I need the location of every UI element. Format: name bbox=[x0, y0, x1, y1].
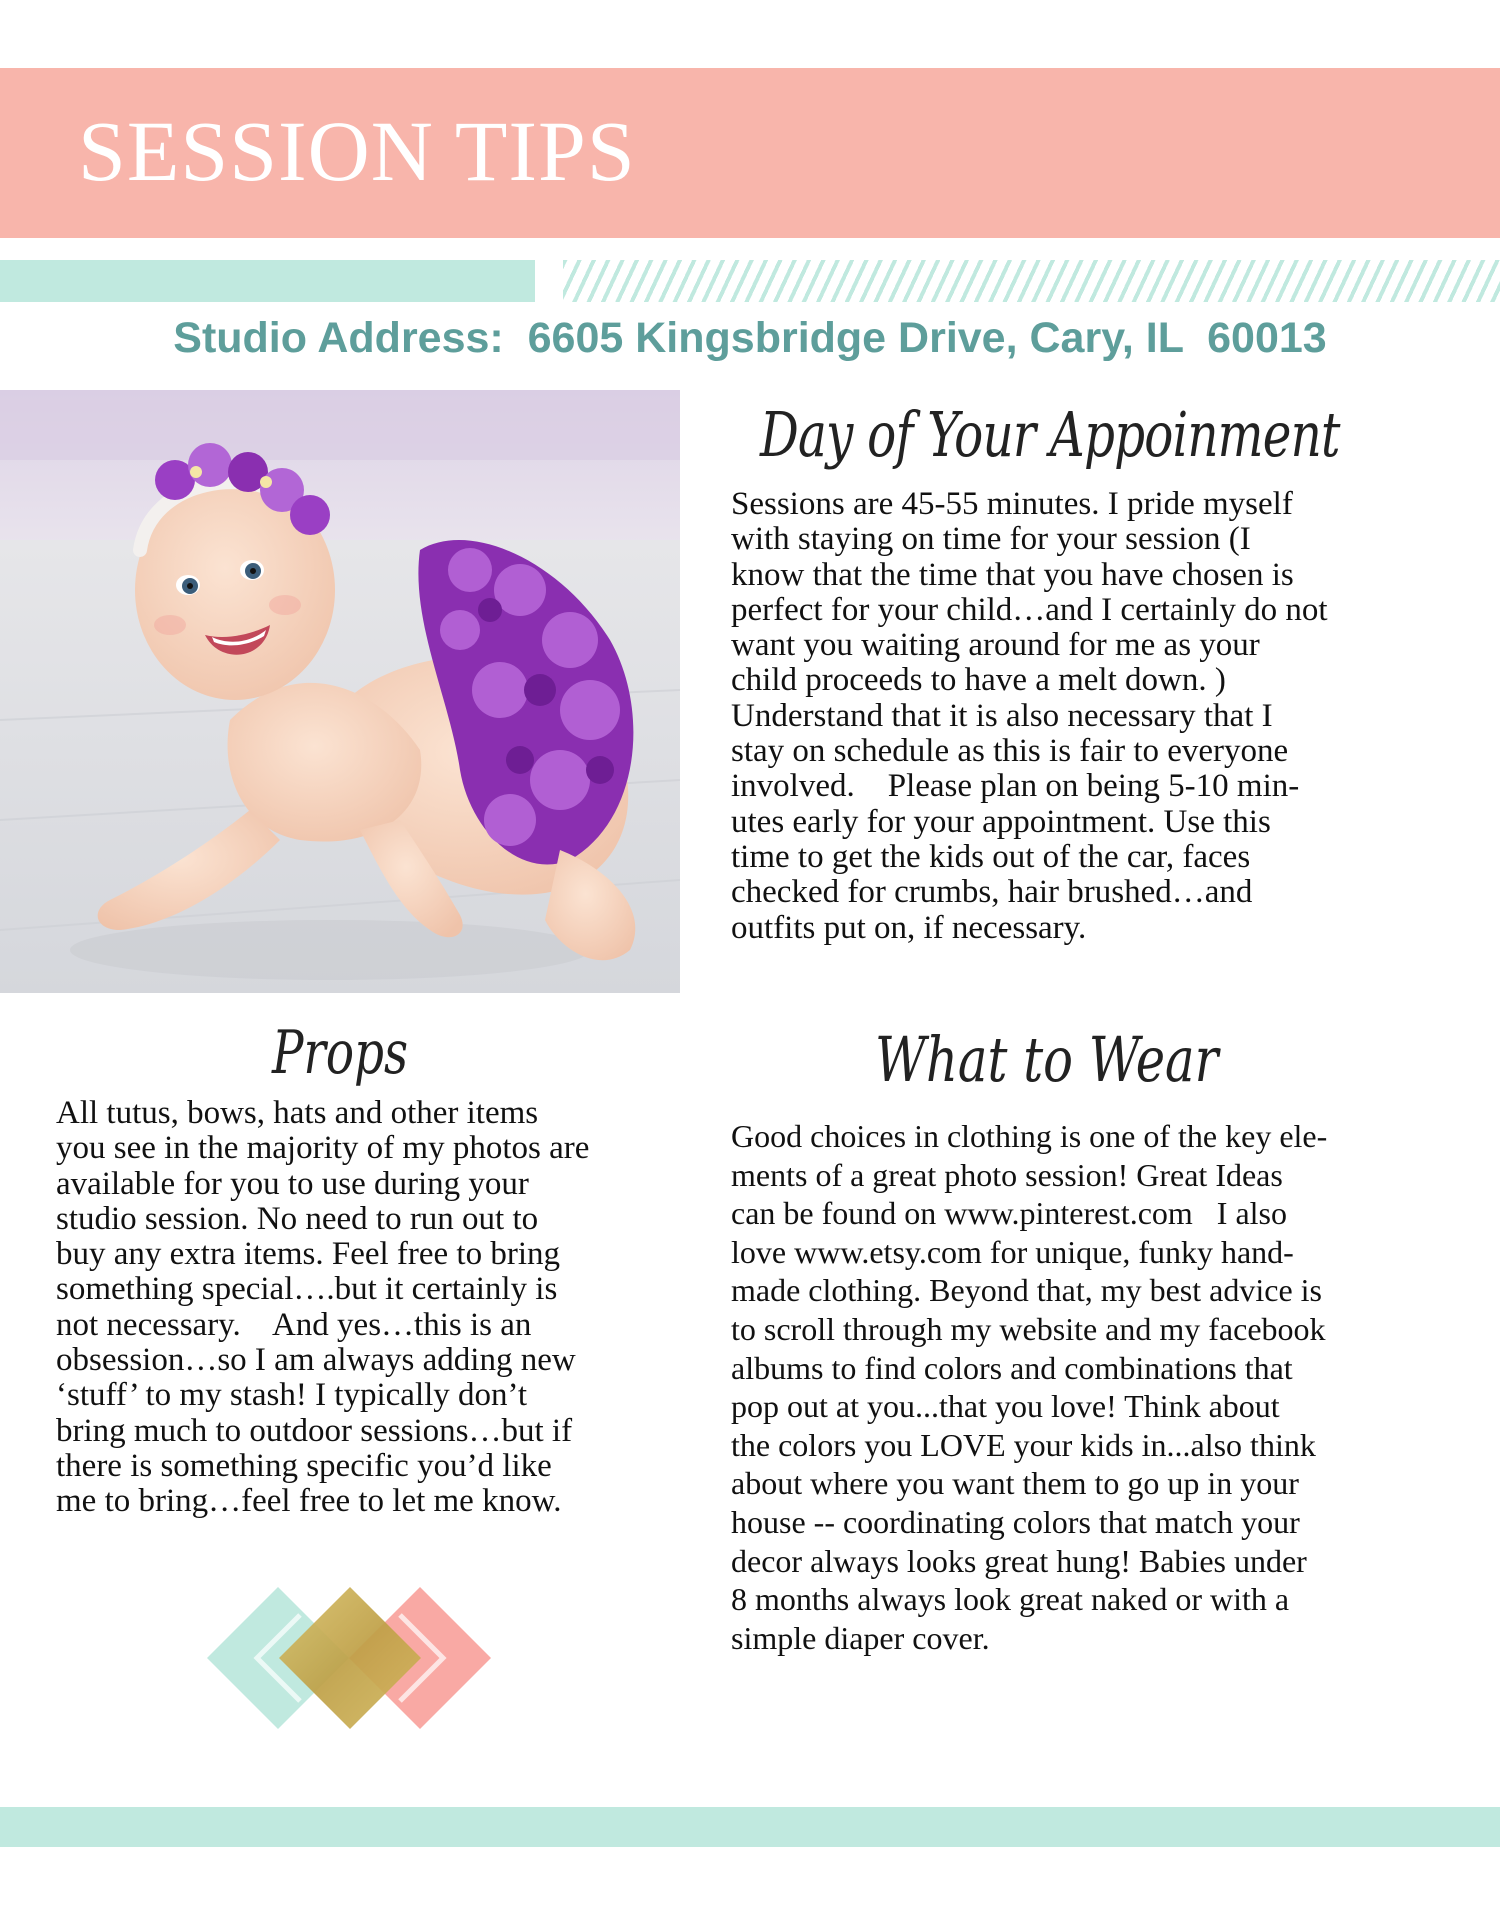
text-line: available for you to use during your bbox=[56, 1165, 529, 1202]
text-line: involved. Please plan on being 5-10 min- bbox=[731, 768, 1300, 805]
text-line: simple diaper cover. bbox=[731, 1619, 990, 1656]
baby-photo bbox=[0, 390, 680, 993]
text-line: stay on schedule as this is fair to everyone bbox=[731, 733, 1289, 770]
text-line: house -- coordinating colors that match your bbox=[731, 1503, 1300, 1540]
day-of-appointment-heading: Day of Your Appoinment bbox=[760, 398, 1340, 471]
text-line: about where you want them to go up in your bbox=[731, 1465, 1299, 1502]
props-heading: Props bbox=[272, 1018, 409, 1088]
text-line: outfits put on, if necessary. bbox=[731, 909, 1087, 946]
text-line: there is something specific you’d like bbox=[56, 1447, 552, 1484]
text-line: Sessions are 45-55 minutes. I pride myself bbox=[731, 486, 1293, 522]
text-line: albums to find colors and combinations that bbox=[731, 1349, 1293, 1386]
text-line: obsession…so I am always adding new bbox=[56, 1342, 576, 1379]
text-line: perfect for your child…and I certainly do not bbox=[731, 591, 1328, 628]
text-line: ‘stuff’ to my stash! I typically don’t bbox=[56, 1377, 528, 1414]
baby-illustration bbox=[0, 390, 680, 993]
text-line: Understand that it is also necessary that I bbox=[731, 697, 1273, 734]
text-line: All tutus, bows, hats and other items bbox=[56, 1095, 539, 1131]
mint-divider-bar bbox=[0, 260, 535, 302]
text-line: Good choices in clothing is one of the key ele- bbox=[731, 1118, 1328, 1154]
text-line: with staying on time for your session (I bbox=[731, 521, 1251, 558]
text-line: time to get the kids out of the car, faces bbox=[731, 838, 1251, 875]
text-line: me to bring…feel free to let me know. bbox=[56, 1483, 562, 1520]
striped-divider bbox=[563, 260, 1500, 302]
what-to-wear-text bbox=[731, 1117, 1461, 1657]
what-to-wear-heading: What to Wear bbox=[875, 1023, 1219, 1096]
text-line: buy any extra items. Feel free to bring bbox=[56, 1236, 561, 1273]
footer-bar bbox=[0, 1807, 1500, 1847]
text-line: the colors you LOVE your kids in...also think bbox=[731, 1426, 1316, 1463]
day-of-appointment-text bbox=[731, 487, 1451, 946]
text-line: ments of a great photo session! Great Ideas bbox=[731, 1156, 1283, 1193]
text-line: something special….but it certainly is bbox=[56, 1271, 558, 1308]
text-line: you see in the majority of my photos are bbox=[56, 1130, 590, 1167]
text-line: checked for crumbs, hair brushed…and bbox=[731, 874, 1253, 911]
studio-address: Studio Address: 6605 Kingsbridge Drive, Cary, IL 60013 bbox=[173, 314, 1327, 362]
text-line: studio session. No need to run out to bbox=[56, 1200, 539, 1237]
page-title: SESSION TIPS bbox=[78, 103, 636, 199]
text-line: know that the time that you have chosen is bbox=[731, 556, 1294, 593]
text-line: love www.etsy.com for unique, funky hand- bbox=[731, 1233, 1294, 1270]
text-line: 8 months always look great naked or with a bbox=[731, 1581, 1290, 1618]
text-line: can be found on www.pinterest.com I also bbox=[731, 1195, 1287, 1232]
text-line: pop out at you...that you love! Think about bbox=[731, 1388, 1280, 1425]
props-text bbox=[56, 1096, 696, 1520]
text-line: made clothing. Beyond that, my best advice is bbox=[731, 1272, 1322, 1309]
text-line: not necessary. And yes…this is an bbox=[56, 1306, 532, 1343]
text-line: child proceeds to have a melt down. ) bbox=[731, 662, 1226, 699]
text-line: bring much to outdoor sessions…but if bbox=[56, 1412, 573, 1449]
text-line: to scroll through my website and my facebook bbox=[731, 1310, 1326, 1347]
text-line: utes early for your appointment. Use this bbox=[731, 803, 1271, 840]
text-line: decor always looks great hung! Babies under bbox=[731, 1542, 1307, 1579]
decorative-diamonds bbox=[205, 1585, 495, 1731]
text-line: want you waiting around for me as your bbox=[731, 627, 1260, 664]
